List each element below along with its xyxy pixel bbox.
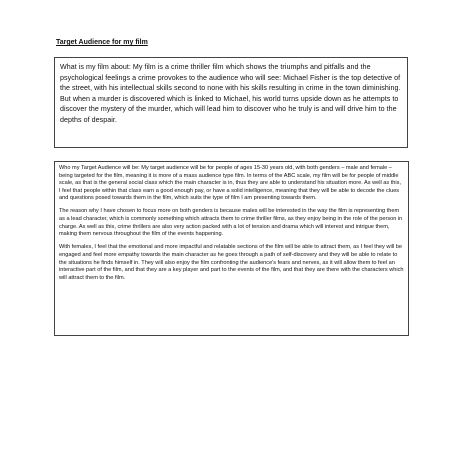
film-summary-text: What is my film about: My film is a crime thriller film which shows the triumphs and pitfalls and the psychological feelings a crime provokes to the audience who will see: Michael Fisher is the top detective of the street, with his intellectual skills second to none with his skills resulting in crime in the town diminishing. But when a murder is discovered which is linked to Michael, his world turns upside down as he attempts to discover the mystery of the murder, which will lead him to discover who he truly is and will drive him to the depths of despair. xyxy=(60,63,401,124)
target-audience-box xyxy=(54,161,409,336)
audience-paragraph-3: With females, I feel that the emotional and more impactful and relatable sections of the film will be able to attract them, as I feel they will be engaged and feel more empathy towards the main character as he goes through a path of self-discovery and they will be able to relate to the situations he finds himself in. They will also enjoy the film confronting the audience's fears and nerves, as it will allow them to feel an interactive part of the film, and that they are a key player and part to the events of the film, and that they are there with the characters which will attract them to the film. xyxy=(59,244,404,281)
audience-paragraph-1: Who my Target Audience will be: My target audience will be for people of ages 15-30 years old, with both genders – male and female – being targeted for the film, meaning it is more of a mass audience type film. In terms of the ABC scale, my film will be for people of middle scale, as that is the general social class which the main character is in, thus they are able to understand his situation more. As well as this, I feel that people within that class earn a good enough pay, or have a solid intelligence, meaning that they will be able to decode the clues and questions posed towards them in the film, which suits the type of film I am presenting towards them. xyxy=(59,165,402,202)
film-summary-box xyxy=(54,57,408,148)
document-heading: Target Audience for my film xyxy=(56,39,148,46)
audience-paragraph-2: The reason why I have chosen to focus more on both genders is because males will be interested in the way the film is representing them as a lead character, which is commonly something which attracts them to crime thriller films, as they enjoy being in the role of the person in charge. As well as this, crime thrillers are also very action packed with a lot of tension and drama which will interest and intrigue them, making them nervous throughout the film of the events happening. xyxy=(59,208,403,238)
